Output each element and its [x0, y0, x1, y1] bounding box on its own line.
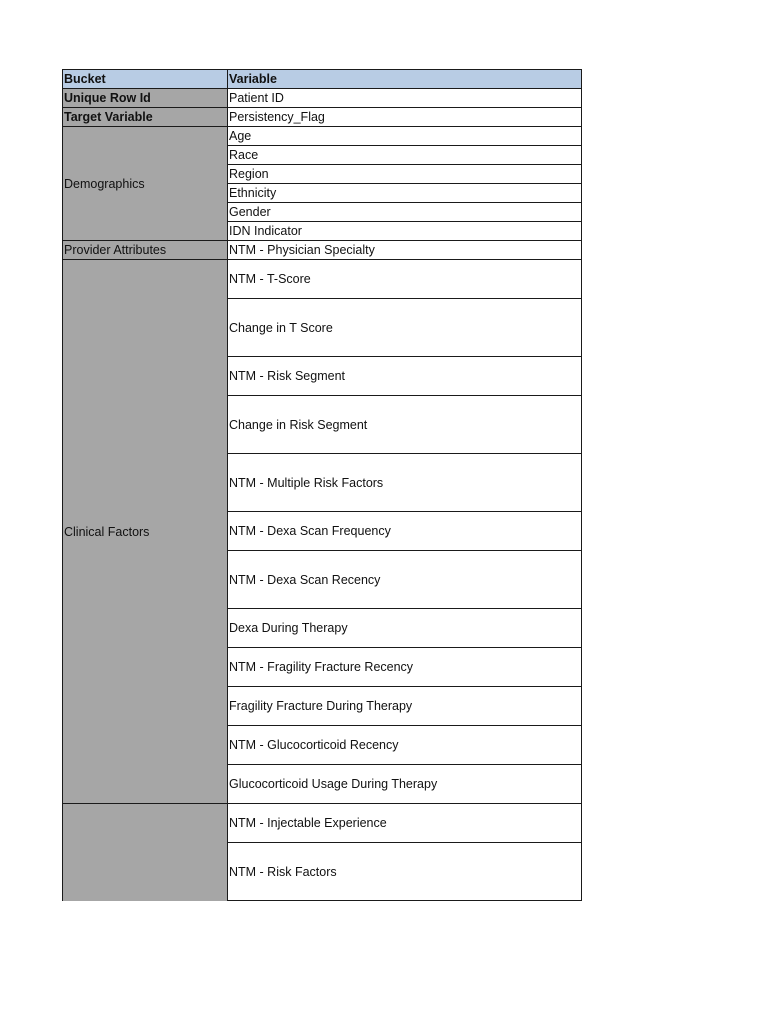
variable-cell[interactable]: Fragility Fracture During Therapy [228, 687, 582, 726]
variable-cell[interactable]: NTM - Physician Specialty [228, 241, 582, 260]
variable-cell[interactable]: Region [228, 165, 582, 184]
table-row [63, 127, 582, 146]
table-row [63, 260, 582, 299]
variable-cell[interactable]: Dexa During Therapy [228, 609, 582, 648]
variable-cell[interactable]: Ethnicity [228, 184, 582, 203]
variable-cell[interactable]: NTM - Risk Factors [228, 843, 582, 901]
variable-cell[interactable]: Persistency_Flag [228, 108, 582, 127]
variable-cell[interactable]: NTM - Risk Segment [228, 357, 582, 396]
variable-cell[interactable]: NTM - Glucocorticoid Recency [228, 726, 582, 765]
variable-cell[interactable]: Change in Risk Segment [228, 396, 582, 454]
variable-cell[interactable]: NTM - Dexa Scan Frequency [228, 512, 582, 551]
variable-cell[interactable]: NTM - Fragility Fracture Recency [228, 648, 582, 687]
variable-cell[interactable]: Gender [228, 203, 582, 222]
bucket-unlabeled[interactable] [63, 804, 228, 901]
table-row [63, 241, 582, 260]
variable-cell[interactable]: Glucocorticoid Usage During Therapy [228, 765, 582, 804]
header-row [63, 70, 582, 89]
variable-cell[interactable]: NTM - T-Score [228, 260, 582, 299]
variables-table [62, 69, 582, 901]
header-bucket[interactable]: Bucket [63, 70, 228, 89]
bucket-clinical-factors[interactable]: Clinical Factors [63, 260, 228, 804]
table-row [63, 89, 582, 108]
table-row [63, 804, 582, 843]
variable-cell[interactable]: Change in T Score [228, 299, 582, 357]
variable-cell[interactable]: NTM - Dexa Scan Recency [228, 551, 582, 609]
variable-cell[interactable]: Patient ID [228, 89, 582, 108]
variable-cell[interactable]: Age [228, 127, 582, 146]
bucket-demographics[interactable]: Demographics [63, 127, 228, 241]
header-variable[interactable]: Variable [228, 70, 582, 89]
bucket-target-variable[interactable]: Target Variable [63, 108, 228, 127]
bucket-unique-row-id[interactable]: Unique Row Id [63, 89, 228, 108]
variable-cell[interactable]: IDN Indicator [228, 222, 582, 241]
variable-cell[interactable]: NTM - Multiple Risk Factors [228, 454, 582, 512]
variable-cell[interactable]: Race [228, 146, 582, 165]
table-row [63, 108, 582, 127]
variable-cell[interactable]: NTM - Injectable Experience [228, 804, 582, 843]
bucket-provider-attributes[interactable]: Provider Attributes [63, 241, 228, 260]
